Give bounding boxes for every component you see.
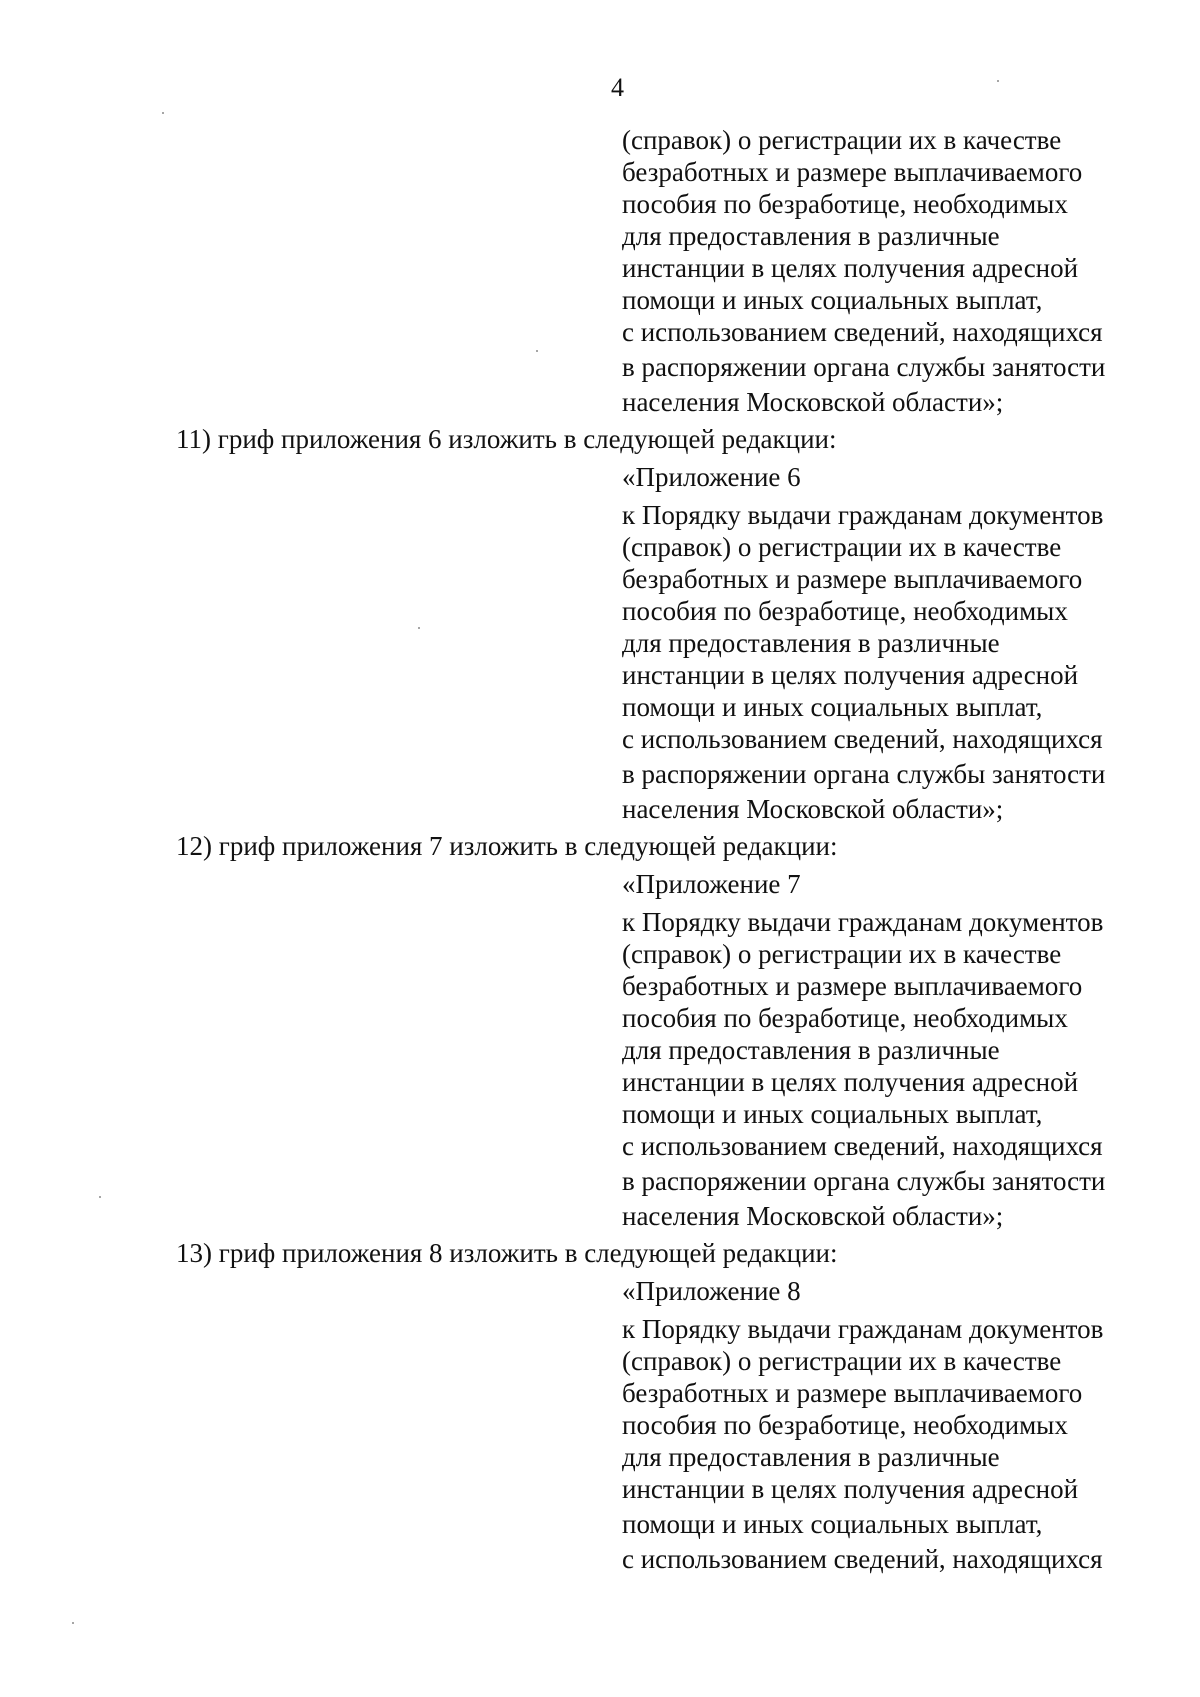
grif-line: пособия по безработице, необходимых — [622, 189, 1068, 219]
grif-line: помощи и иных социальных выплат, — [622, 1509, 1043, 1539]
grif-line: инстанции в целях получения адресной — [622, 660, 1079, 690]
grif-line: к Порядку выдачи гражданам документов — [622, 500, 1104, 530]
grif-line: в распоряжении органа службы занятости — [622, 352, 1106, 382]
grif-line: для предоставления в различные — [622, 1035, 1000, 1065]
grif-line: для предоставления в различные — [622, 628, 1000, 658]
grif-line: в распоряжении органа службы занятости — [622, 1166, 1106, 1196]
grif-line: безработных и размере выплачиваемого — [622, 564, 1083, 594]
scan-speck — [997, 80, 999, 82]
grif-line: (справок) о регистрации их в качестве — [622, 1346, 1062, 1376]
grif-line: инстанции в целях получения адресной — [622, 1067, 1079, 1097]
grif-line: (справок) о регистрации их в качестве — [622, 532, 1062, 562]
grif-line: (справок) о регистрации их в качестве — [622, 939, 1062, 969]
grif-line: к Порядку выдачи гражданам документов — [622, 907, 1104, 937]
grif-line: с использованием сведений, находящихся — [622, 1544, 1103, 1574]
grif-line: в распоряжении органа службы занятости — [622, 759, 1106, 789]
scan-speck — [418, 627, 420, 629]
grif-heading: «Приложение 8 — [622, 1276, 801, 1306]
grif-line: пособия по безработице, необходимых — [622, 1003, 1068, 1033]
page-number: 4 — [611, 73, 624, 102]
grif-line: (справок) о регистрации их в качестве — [622, 125, 1062, 155]
grif-line: к Порядку выдачи гражданам документов — [622, 1314, 1104, 1344]
grif-line: с использованием сведений, находящихся — [622, 1131, 1103, 1161]
scan-speck — [72, 1622, 74, 1624]
item-paragraph: 12) гриф приложения 7 изложить в следующей редакции: — [176, 831, 838, 861]
grif-line: инстанции в целях получения адресной — [622, 253, 1079, 283]
grif-line: помощи и иных социальных выплат, — [622, 692, 1043, 722]
grif-line: для предоставления в различные — [622, 221, 1000, 251]
grif-line: помощи и иных социальных выплат, — [622, 1099, 1043, 1129]
grif-line: пособия по безработице, необходимых — [622, 1410, 1068, 1440]
grif-line: населения Московской области»; — [622, 794, 1004, 824]
grif-line: населения Московской области»; — [622, 1201, 1004, 1231]
grif-line: инстанции в целях получения адресной — [622, 1474, 1079, 1504]
grif-heading: «Приложение 6 — [622, 462, 801, 492]
grif-line: населения Московской области»; — [622, 387, 1004, 417]
grif-line: с использованием сведений, находящихся — [622, 317, 1103, 347]
scan-speck — [99, 1196, 101, 1198]
grif-line: для предоставления в различные — [622, 1442, 1000, 1472]
grif-line: безработных и размере выплачиваемого — [622, 971, 1083, 1001]
grif-line: безработных и размере выплачиваемого — [622, 1378, 1083, 1408]
scan-speck — [536, 350, 538, 352]
item-paragraph: 13) гриф приложения 8 изложить в следующей редакции: — [176, 1238, 838, 1268]
grif-line: с использованием сведений, находящихся — [622, 724, 1103, 754]
grif-line: пособия по безработице, необходимых — [622, 596, 1068, 626]
scan-speck — [162, 112, 164, 114]
grif-heading: «Приложение 7 — [622, 869, 801, 899]
grif-line: безработных и размере выплачиваемого — [622, 157, 1083, 187]
grif-line: помощи и иных социальных выплат, — [622, 285, 1043, 315]
item-paragraph: 11) гриф приложения 6 изложить в следующей редакции: — [176, 424, 837, 454]
